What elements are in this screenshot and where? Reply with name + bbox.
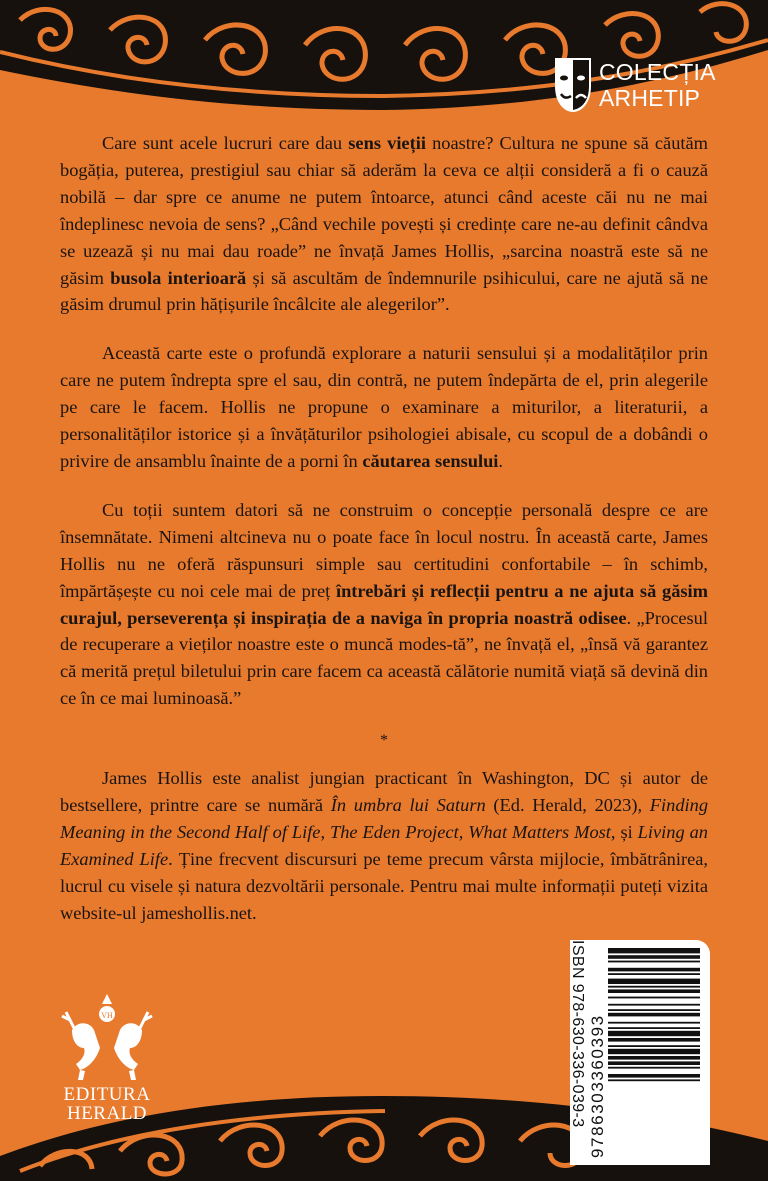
barcode-bar bbox=[608, 989, 700, 993]
publisher-name-line2: HERALD bbox=[66, 1103, 148, 1124]
barcode-bar bbox=[608, 1038, 700, 1042]
isbn-barcode bbox=[570, 940, 710, 1165]
barcode-bar bbox=[608, 1004, 700, 1006]
series-name-line2: ARHETIP bbox=[599, 85, 701, 111]
barcode-bar bbox=[608, 1009, 700, 1011]
barcode-bar bbox=[608, 961, 700, 963]
barcode-bar bbox=[608, 997, 700, 999]
paragraph-1: Care sunt acele lucruri care dau sens vieții noastre? Cultura ne spune să căutăm bogăția, puterea, prestigiul sau chiar să aderăm la ceva ce alții consideră a fi o cauză nobilă – dar spre ce anume ne putem întoarce, atunci când aceste căi nu ne mai îndeplinesc nevoia de sens? „Când vechile povești și credințe care ne-au definit cândva se uzează și nu mai dau roade” ne învață James Hollis, „sarcina noastră este să ne găsim busola interioară și să ascultăm de îndemnurile psihicului, care ne ajută să ne găsim drumul prin hățișurile încâlcite ale alegerilor”. bbox=[60, 133, 709, 315]
author-bio: James Hollis este analist jungian practicant în Washington, DC și autor de bestsellere, printre care se numără În umbra lui Saturn (Ed. Herald, 2023), Finding Meaning in the Second Half of Life, The Eden Project, What Matters Most, și Living an Examined Life. Ține frecvent discursuri pe teme precum vârsta mijlocie, îmbătrânirea, lucrul cu visele și natura dezvoltării personale. Pentru mai multe informații puteți vizita website-ul jameshollis.net. bbox=[60, 768, 709, 923]
barcode-bar bbox=[608, 1079, 700, 1081]
barcode-digits: 9786303360393 bbox=[588, 1014, 607, 1158]
barcode-bar bbox=[608, 986, 700, 988]
paragraph-2: Această carte este o profundă explorare a naturii sensului și a modalităților prin care ne putem îndrepta spre el sau, din contră, ne putem îndepărta de el, prin alegerile pe care le facem. Hollis ne propune o examinare a miturilor, a literaturii, a personalităților istorice și a învățăturilor psihologiei abisale, cu scopul de a dobândi o privire de ansamblu înainte de a porni în căutarea sensului. bbox=[60, 343, 708, 471]
deer-emblem-icon bbox=[60, 990, 154, 1080]
barcode-bar bbox=[608, 955, 700, 959]
series-name-line1: COLECȚIA bbox=[599, 59, 716, 85]
barcode-bar bbox=[608, 1061, 700, 1065]
barcode-bar bbox=[608, 1074, 700, 1078]
barcode-bar bbox=[608, 1049, 700, 1054]
barcode-bar bbox=[608, 979, 700, 984]
publisher-logo bbox=[60, 990, 154, 1123]
barcode-bar bbox=[608, 1022, 700, 1024]
section-separator: * bbox=[380, 732, 388, 750]
paragraph-3: Cu toții suntem datori să ne construim o concepție personală despre ce are însemnătate. Nimeni altcineva nu o poate face în locul nostru. În această carte, James Hollis nu ne oferă răspunsuri simple sau certitudini confortabile – în schimb, împărtășește cu noi cele mai de preț întrebări și reflecții pentru a ne ajuta să găsim curajul, perseverența și inspirația de a naviga în propria noastră odisee. „Procesul de recuperare a vieților noastre este o muncă modes-tă”, ne învață el, „însă vă garantez că merită prețul biletului prin care facem ca această călătorie numită viață să devină din ce în ce mai luminoasă.” bbox=[60, 499, 708, 709]
blurb-text bbox=[60, 130, 708, 926]
series-logo bbox=[553, 56, 716, 114]
barcode-bar bbox=[608, 1056, 700, 1060]
publisher-monogram: VH bbox=[101, 1011, 113, 1020]
isbn-number: ISBN 978-630-336-039-3 bbox=[569, 940, 586, 1128]
barcode-bar bbox=[608, 973, 700, 975]
barcode-bar bbox=[608, 1045, 700, 1047]
barcode-bar bbox=[608, 1013, 700, 1017]
barcode-bar bbox=[608, 948, 700, 953]
barcode-bar bbox=[608, 968, 700, 972]
theatre-mask-icon bbox=[553, 56, 593, 114]
publisher-name-line1: EDITURA bbox=[63, 1084, 151, 1105]
barcode-bar bbox=[608, 1027, 700, 1029]
barcode-bar bbox=[608, 1031, 700, 1036]
barcode-bar bbox=[608, 1067, 700, 1069]
